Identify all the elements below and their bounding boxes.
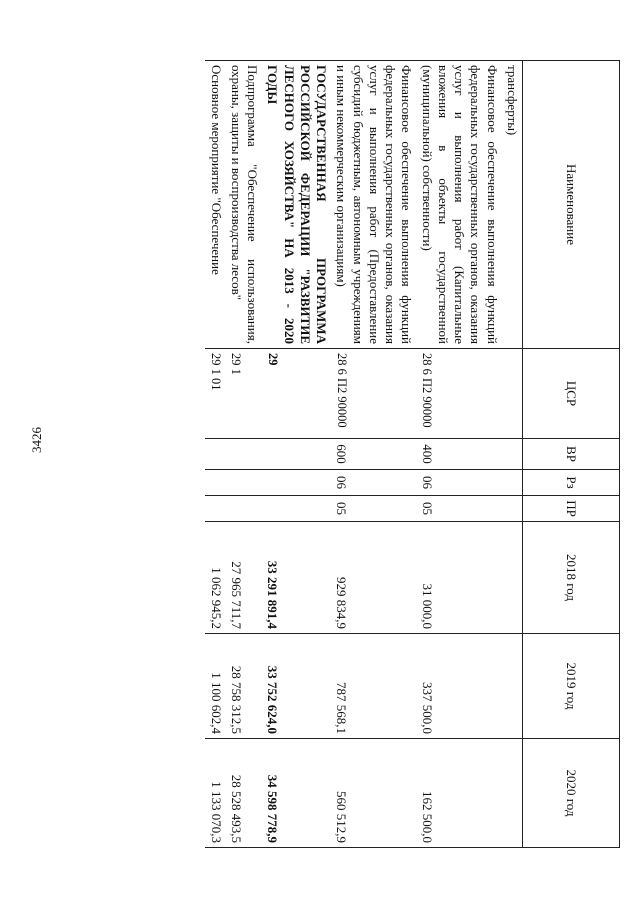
row-csr — [502, 349, 523, 439]
table-row — [502, 61, 523, 848]
row-name: Финансовое обеспечение выполнения функций федеральных государственных органов, оказания услуг и выполнения работ (Предоставление субсидий бюджетным, автономным учреждениям и иным некоммерческим организациям) — [331, 61, 416, 349]
row-rz: 06 — [417, 470, 502, 496]
header-row — [523, 61, 620, 848]
row-2018: 27 965 711,7 — [226, 522, 263, 634]
row-vr — [262, 439, 331, 470]
row-pr: 05 — [417, 496, 502, 522]
row-rz — [262, 470, 331, 496]
row-2019: 787 568,1 — [331, 634, 416, 739]
row-csr: 28 6 П2 90000 — [331, 349, 416, 439]
row-csr: 29 — [262, 349, 331, 439]
header-csr: ЦСР — [523, 349, 620, 439]
row-vr: 400 — [417, 439, 502, 470]
table-row — [226, 61, 263, 848]
row-vr — [502, 439, 523, 470]
table-row — [417, 61, 502, 848]
row-2020: 28 528 493,5 — [226, 739, 263, 848]
row-pr — [262, 496, 331, 522]
row-2020: 1 133 070,3 — [206, 739, 226, 848]
row-rz: 06 — [331, 470, 416, 496]
row-csr: 28 6 П2 90000 — [417, 349, 502, 439]
row-csr: 29 1 01 — [206, 349, 226, 439]
header-2019: 2019 год — [523, 634, 620, 739]
header-name: Наименование — [523, 61, 620, 349]
row-pr — [206, 496, 226, 522]
row-vr — [206, 439, 226, 470]
row-2019: 1 100 602,4 — [206, 634, 226, 739]
header-pr: ПР — [523, 496, 620, 522]
header-2018: 2018 год — [523, 522, 620, 634]
row-rz — [502, 470, 523, 496]
row-2019: 33 752 624,0 — [262, 634, 331, 739]
table-row — [262, 61, 331, 848]
row-name: трансферты) — [502, 61, 523, 349]
table-row — [206, 61, 226, 848]
row-name: Финансовое обеспечение выполнения функций федеральных государственных органов, оказания услуг и выполнения работ (Капитальные вложения в объекты государственной (муниципальной) собственности) — [417, 61, 502, 349]
row-2018: 1 062 945,2 — [206, 522, 226, 634]
header-vr: ВР — [523, 439, 620, 470]
row-rz — [206, 470, 226, 496]
budget-table — [206, 60, 621, 848]
row-2018: 929 834,9 — [331, 522, 416, 634]
row-csr: 29 1 — [226, 349, 263, 439]
row-2018: 31 000,0 — [417, 522, 502, 634]
row-pr: 05 — [331, 496, 416, 522]
header-2020: 2020 год — [523, 739, 620, 848]
row-2020: 162 500,0 — [417, 739, 502, 848]
row-2018: 33 291 891,4 — [262, 522, 331, 634]
header-rz: Рз — [523, 470, 620, 496]
row-2019: 28 758 312,5 — [226, 634, 263, 739]
row-2020: 560 512,9 — [331, 739, 416, 848]
row-name: Основное мероприятие "Обеспечение — [206, 61, 226, 349]
row-2018 — [502, 522, 523, 634]
row-name: ГОСУДАРСТВЕННАЯ ПРОГРАММА РОССИЙСКОЙ ФЕДЕРАЦИИ "РАЗВИТИЕ ЛЕСНОГО ХОЗЯЙСТВА" НА 2013 - 2020 ГОДЫ — [262, 61, 331, 349]
row-vr — [226, 439, 263, 470]
row-2019 — [502, 634, 523, 739]
table-row — [331, 61, 416, 848]
rotated-table-page — [100, 60, 620, 847]
row-pr — [226, 496, 263, 522]
row-vr: 600 — [331, 439, 416, 470]
row-pr — [502, 496, 523, 522]
row-rz — [226, 470, 263, 496]
row-2019: 337 500,0 — [417, 634, 502, 739]
row-2020: 34 598 778,9 — [262, 739, 331, 848]
page-number: 3426 — [29, 427, 44, 453]
row-2020 — [502, 739, 523, 848]
row-name: Подпрограмма "Обеспечение использования, охраны, защиты и воспроизводства лесов" — [226, 61, 263, 349]
